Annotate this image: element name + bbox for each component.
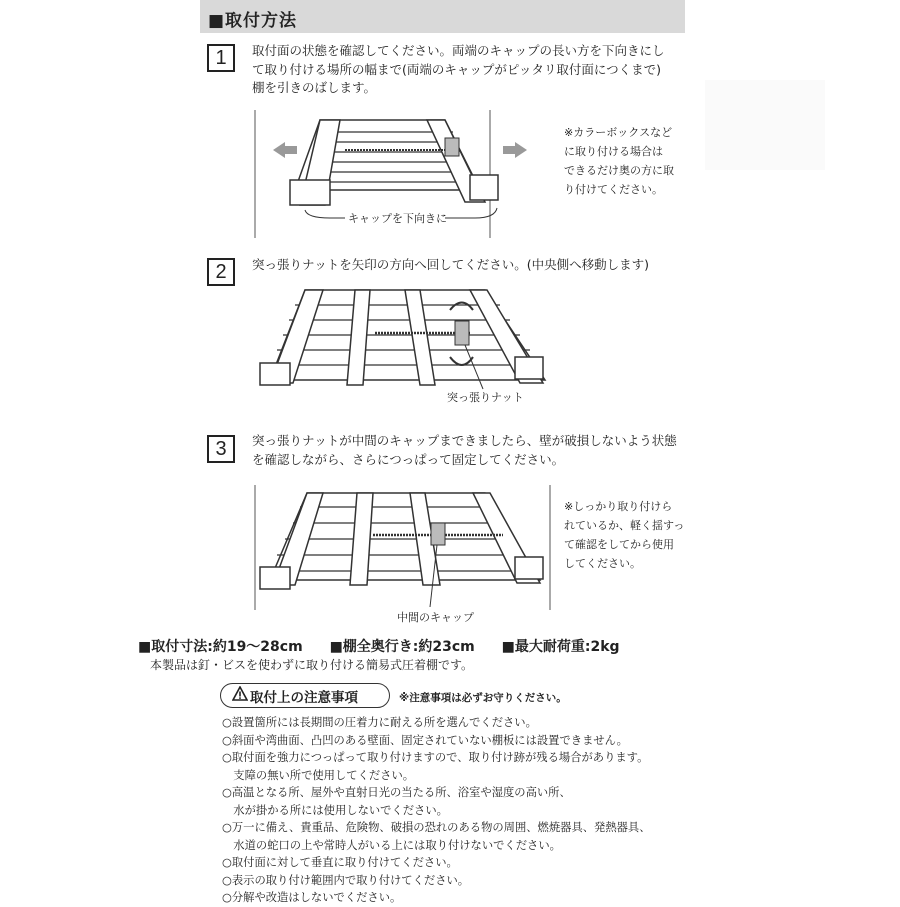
note-line: り付けてください。 [564, 183, 663, 196]
step-3-line: 突っ張りナットが中間のキャップまできましたら、壁が破損しないよう状態 [252, 433, 677, 448]
section-title: ■取付方法 [208, 11, 298, 31]
step-2-illustration [255, 285, 555, 410]
caution-list [222, 714, 651, 907]
spec-line [138, 636, 642, 656]
spec-mount-size: ■取付寸法:約19〜28cm [138, 639, 303, 655]
caution-item: ○分解や改造はしないでください。 [222, 891, 402, 904]
note-line: に取り付ける場合は [564, 145, 663, 158]
step-1-illustration [245, 110, 565, 240]
caution-item: ○表示の取り付け範囲内で取り付けてください。 [222, 873, 470, 887]
note-line: できるだけ奥の方に取 [564, 164, 674, 177]
background-smudge [705, 80, 825, 170]
step-1-side-note [564, 123, 674, 199]
step-1-number: 1 [207, 44, 235, 72]
caution-item: ○取付面を強力につっぱって取り付けますので、取り付け跡が残る場合があります。 [222, 751, 649, 764]
step-2-line: 突っ張りナットを矢印の方向へ回してください。(中央側へ移動します) [252, 257, 650, 272]
note-line: してください。 [564, 557, 641, 570]
step-3-illustration [245, 485, 555, 625]
caution-item: ○取付面に対して垂直に取り付けてください。 [222, 856, 458, 869]
note-line: ※カラーボックスなど [564, 126, 673, 139]
step-1-line: 棚を引きのばします。 [252, 80, 377, 95]
step-2-number: 2 [207, 258, 235, 286]
spec-depth: ■棚全奥行き:約23cm [329, 639, 475, 655]
caution-note: ※注意事項は必ずお守りください。 [399, 692, 567, 704]
step-3-line: を確認しながら、さらにつっぱって固定してください。 [252, 451, 565, 467]
step-2-text [252, 256, 649, 275]
caution-item: 水が掛かる所には使用しないでください。 [222, 803, 448, 817]
note-line: ※しっかり取り付けら [564, 500, 673, 513]
caution-item: 水道の蛇口の上や常時人がいる上には取り付けないでください。 [222, 838, 561, 852]
spec-max-load: ■最大耐荷重:2kg [501, 639, 620, 655]
step-1-text [252, 42, 665, 98]
caution-item: ○万一に備え、貴重品、危険物、破損の恐れのある物の周囲、燃焼器具、発熱器具、 [222, 821, 651, 834]
spec-description: 本製品は釘・ビスを使わずに取り付ける簡易式圧着棚です。 [150, 658, 474, 672]
step-3-number: 3 [207, 435, 235, 463]
warning-icon [232, 686, 248, 702]
step-3-figure-label: 中間のキャップ [397, 611, 474, 624]
note-line: て確認をしてから使用 [564, 538, 674, 551]
note-line: れているか、軽く揺すっ [564, 519, 685, 532]
caution-item: ○斜面や湾曲面、凸凹のある壁面、固定されていない棚板には設置できません。 [222, 733, 628, 747]
step-3-text [252, 432, 677, 469]
step-1-line: 取付面の状態を確認してください。両端のキャップの長い方を下向きにし [252, 43, 665, 58]
caution-title: 取付上の注意事項 [250, 690, 358, 706]
caution-item: 支障の無い所で使用してください。 [222, 768, 415, 782]
caution-item: ○高温となる所、屋外や直射日光の当たる所、浴室や湿度の高い所、 [222, 786, 571, 799]
step-2-figure-label: 突っ張りナット [447, 391, 524, 404]
step-1-line: て取り付ける場所の幅まで(両端のキャップがピッタリ取付面につくまで) [252, 61, 662, 77]
step-1-figure-label: キャップを下向きに [348, 212, 447, 225]
caution-item: ○設置箇所には長期間の圧着力に耐える所を選んでください。 [222, 716, 537, 729]
step-3-side-note [564, 497, 684, 573]
